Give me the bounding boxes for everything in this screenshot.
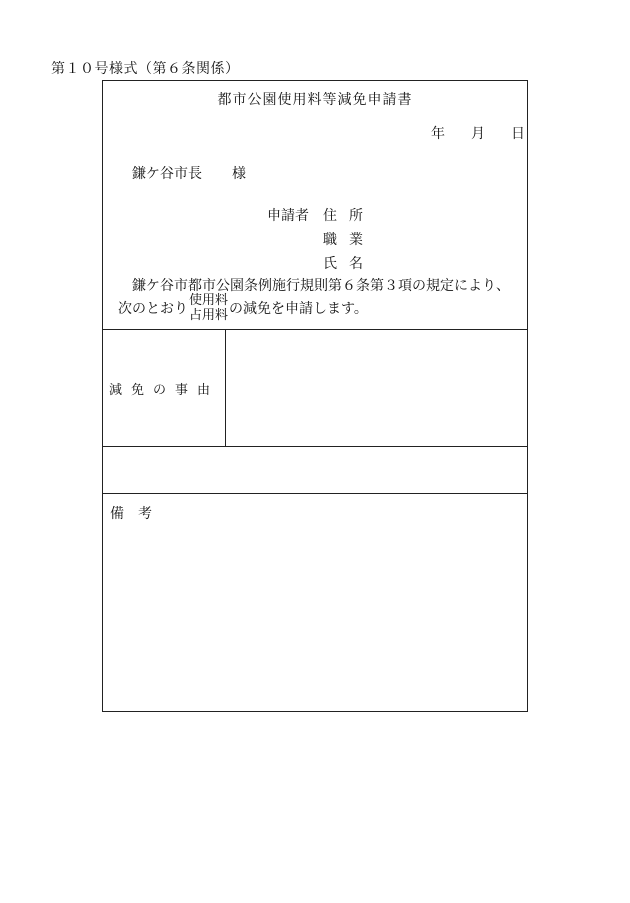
- form-title: 都市公園使用料等減免申請書: [217, 92, 413, 108]
- addressee-honorific: 様: [232, 166, 246, 182]
- applicant-name-label: 氏名: [323, 256, 375, 272]
- notes-label: 備考: [110, 506, 166, 522]
- reason-label: 減免の事由: [108, 382, 219, 398]
- request-text-line1: 鎌ケ谷市都市公園条例施行規則第６条第３項の規定により、: [132, 278, 510, 294]
- fee-choice-occupancy: 占用料: [189, 308, 229, 323]
- reason-label-cell: [103, 330, 226, 446]
- applicant-occupation-label: 職業: [323, 232, 375, 248]
- notes-section: [103, 494, 527, 711]
- form-number: 第１０号様式（第６条関係）: [51, 61, 240, 77]
- date-year-label: 年: [431, 126, 445, 142]
- request-text-suffix: の減免を申請します。: [229, 301, 368, 317]
- date-month-label: 月: [471, 126, 485, 142]
- date-line: [431, 123, 525, 143]
- addressee-name: 鎌ケ谷市長: [132, 166, 202, 182]
- applicant-address-label: 住所: [323, 208, 375, 224]
- date-day-label: 日: [511, 126, 525, 142]
- fee-choice-usage: 使用料: [189, 293, 229, 308]
- application-header-section: [103, 81, 527, 330]
- request-text-line2: [118, 293, 368, 323]
- request-text-prefix: 次のとおり: [118, 301, 188, 317]
- addressee: [132, 163, 246, 183]
- reason-section: [103, 330, 527, 447]
- application-form: [102, 80, 528, 712]
- blank-row: [103, 447, 527, 494]
- applicant-label: 申請者: [267, 208, 309, 224]
- fee-type-choice: [189, 293, 228, 323]
